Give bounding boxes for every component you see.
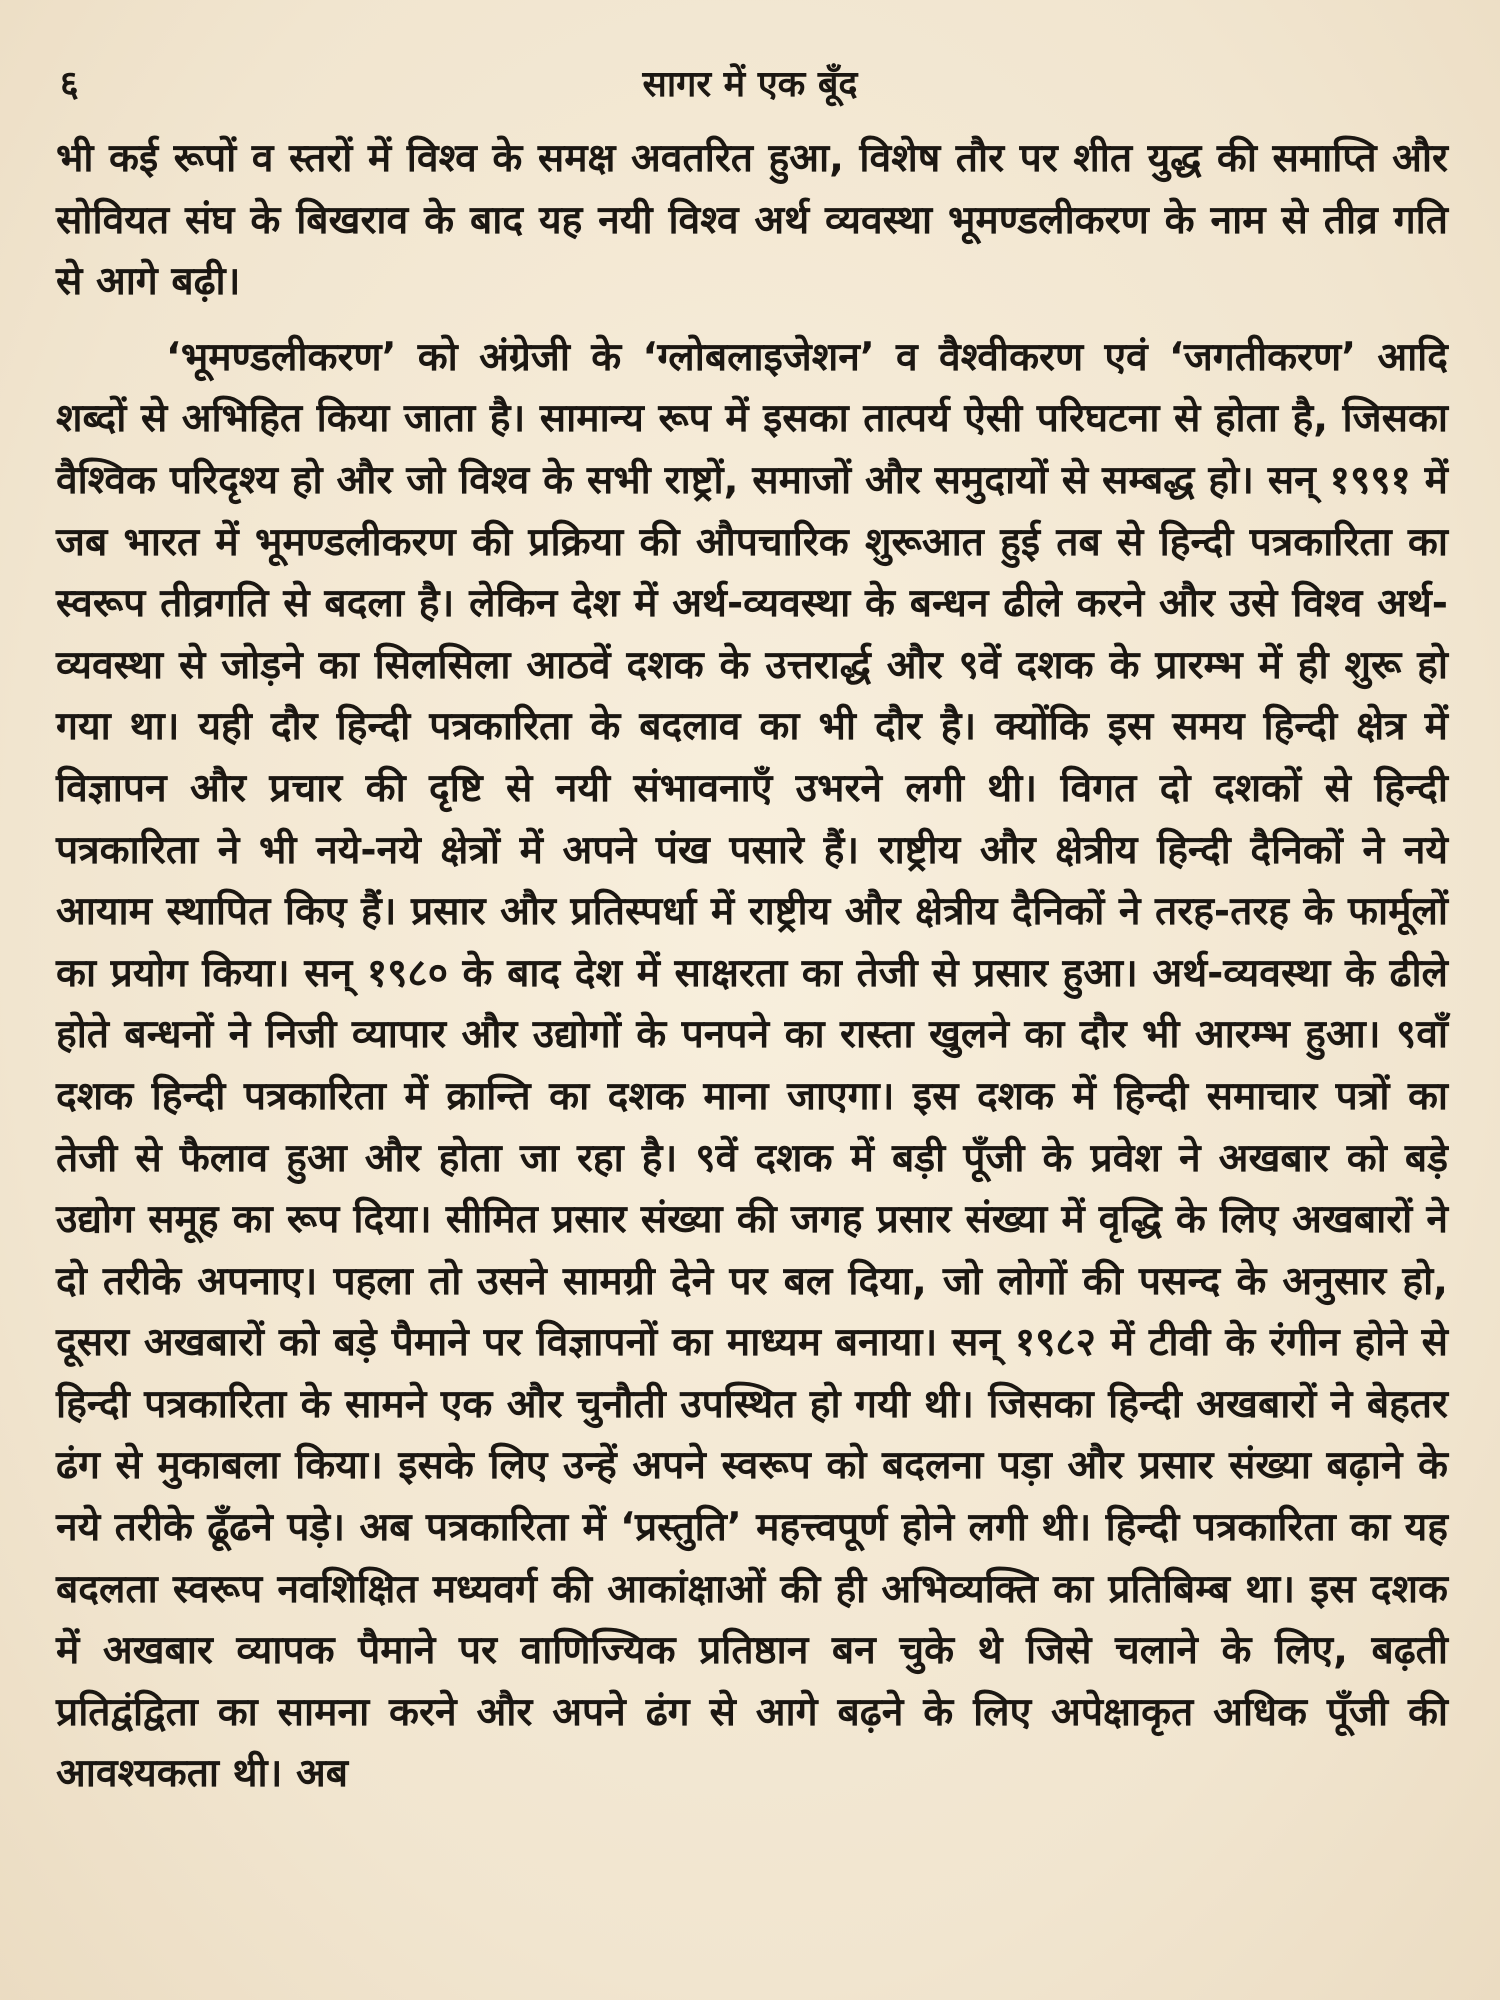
- paragraph-continuation: भी कई रूपों व स्तरों में विश्व के समक्ष अवतरित हुआ, विशेष तौर पर शीत युद्ध की समाप्ति और सोवियत संघ के बिखराव के बाद यह नयी विश्व अर्थ व्यवस्था भूमण्डलीकरण के नाम से तीव्र गति से आगे बढ़ी।: [56, 136, 1448, 305]
- page-header: [60, 58, 1440, 108]
- paragraph-globalization: ‘भूमण्डलीकरण’ को अंग्रेजी के ‘ग्लोबलाइजेशन’ व वैश्वीकरण एवं ‘जगतीकरण’ आदि शब्दों से अभिहित किया जाता है। सामान्य रूप में इसका तात्पर्य ऐसी परिघटना से होता है, जिसका वैश्विक परिदृश्य हो और जो विश्व के सभी राष्ट्रों, समाजों और समुदायों से सम्बद्ध हो। सन् १९९१ में जब भारत में भूमण्डलीकरण की प्रक्रिया की औपचारिक शुरूआत हुई तब से हिन्दी पत्रकारिता का स्वरूप तीव्रगति से बदला है। लेकिन देश में अर्थ-व्यवस्था के बन्धन ढीले करने और उसे विश्व अर्थ-व्यवस्था से जोड़ने का सिलसिला आठवें दशक के उत्तरार्द्ध और ९वें दशक के प्रारम्भ में ही शुरू हो गया था। यही दौर हिन्दी पत्रकारिता के बदलाव का भी दौर है। क्योंकि इस समय हिन्दी क्षेत्र में विज्ञापन और प्रचार की दृष्टि से नयी संभावनाएँ उभरने लगी थी। विगत दो दशकों से हिन्दी पत्रकारिता ने भी नये-नये क्षेत्रों में अपने पंख पसारे हैं। राष्ट्रीय और क्षेत्रीय हिन्दी दैनिकों ने नये आयाम स्थापित किए हैं। प्रसार और प्रतिस्पर्धा में राष्ट्रीय और क्षेत्रीय दैनिकों ने तरह-तरह के फार्मूलों का प्रयोग किया। सन् १९८० के बाद देश में साक्षरता का तेजी से प्रसार हुआ। अर्थ-व्यवस्था के ढीले होते बन्धनों ने निजी व्यापार और उद्योगों के पनपने का रास्ता खुलने का दौर भी आरम्भ हुआ। ९वाँ दशक हिन्दी पत्रकारिता में क्रान्ति का दशक माना जाएगा। इस दशक में हिन्दी समाचार पत्रों का तेजी से फैलाव हुआ और होता जा रहा है। ९वें दशक में बड़ी पूँजी के प्रवेश ने अखबार को बड़े उद्योग समूह का रूप दिया। सीमित प्रसार संख्या की जगह प्रसार संख्या में वृद्धि के लिए अखबारों ने दो तरीके अपनाए। पहला तो उसने सामग्री देने पर बल दिया, जो लोगों की पसन्द के अनुसार हो, दूसरा अखबारों को बड़े पैमाने पर विज्ञापनों का माध्यम बनाया। सन् १९८२ में टीवी के रंगीन होने से हिन्दी पत्रकारिता के सामने एक और चुनौती उपस्थित हो गयी थी। जिसका हिन्दी अखबारों ने बेहतर ढंग से मुकाबला किया। इसके लिए उन्हें अपने स्वरूप को बदलना पड़ा और प्रसार संख्या बढ़ाने के नये तरीके ढूँढने पड़े। अब पत्रकारिता में ‘प्रस्तुति’ महत्त्वपूर्ण होने लगी थी। हिन्दी पत्रकारिता का यह बदलता स्वरूप नवशिक्षित मध्यवर्ग की आकांक्षाओं की ही अभिव्यक्ति का प्रतिबिम्ब था। इस दशक में अखबार व्यापक पैमाने पर वाणिज्यिक प्रतिष्ठान बन चुके थे जिसे चलाने के लिए, बढ़ती प्रतिद्वंद्विता का सामना करने और अपने ढंग से आगे बढ़ने के लिए अपेक्षाकृत अधिक पूँजी की आवश्यकता थी। अब: [56, 334, 1448, 1797]
- page-number: ६: [60, 64, 79, 105]
- page-body: [56, 128, 1448, 1805]
- running-title: सागर में एक बूँद: [642, 64, 858, 105]
